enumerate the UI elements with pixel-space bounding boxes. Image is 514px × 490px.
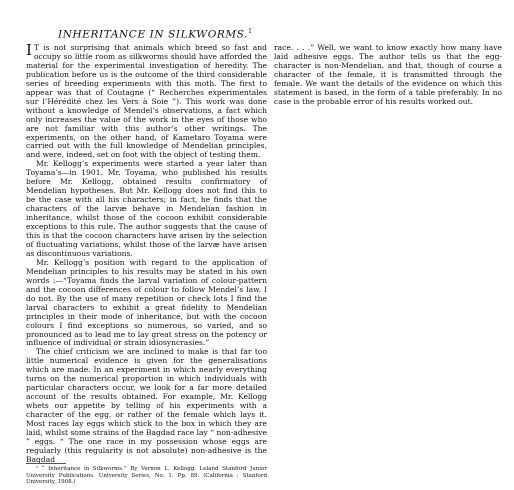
paragraph-5: race. . . .” Well, we want to know exactly how many have laid adhesive eggs. The author tells us that the egg-character is non-Mendelian, and that, though of course a character of the female, it is transmitted through the female. We want the details of the evidence on which this statement is based, in the form of a table preferably. In no case is the probable error of his results worked out. — [274, 43, 502, 106]
paragraph-1 — [26, 41, 267, 160]
footnote-marker: 1 — [248, 28, 253, 35]
right-column — [274, 44, 502, 107]
paragraph-4: The chief criticism we are inclined to make is that far too little numerical evidence is given for the generalisations which are made. In an experiment in which nearly everything turns on the numerical proportion in which individuals with particular characters occur, we look for a far more detailed account of the results obtained. For example, Mr. Kellogg whets our appetite by telling of his experiments with a character of the egg, or rather of the female which lays it. Most races lay eggs which stick to the box in which they are laid, whilst some strains of the Bagdad race lay “ non-adhesive ” eggs. “ The one race in my possession whose eggs are regularly (this regularity is not absolute) non-adhesive is the Bagdad — [26, 347, 267, 464]
article-title — [58, 28, 318, 41]
paragraph-1-text: T is not surprising that animals which breed so fast and occupy so little room as silkworms should have afforded the material for the experimental investigation of heredity. The publication before us is the outcome of the third considerable series of breeding experiments with this moth. The first to appear was that of Coutagne (“ Recherches experimentales sur l’Hérédité chez les Vers à Soie ”). This work was done without a knowledge of Mendel’s observations, a fact which only increases the value of the work in the eyes of those who are not familiar with this author’s other writings. The experiments, on the other hand, of Kametaro Toyama were carried out with the full knowledge of Mendelian principles, and were, indeed, set on foot with the object of testing them. — [26, 43, 267, 160]
left-column — [26, 41, 267, 465]
drop-cap: I — [26, 41, 32, 59]
footnote-text: ¹ “ Inheritance in Silkworms.” By Vernon L. Kellogg. Leland Stanford Junior University Publications. University Series, No. 1. Pp. 89. (California : Stanford University, 1908.) — [26, 466, 267, 486]
paragraph-2: Mr. Kellogg’s experiments were started a year later than Toyama’s—in 1901. Mr. Toyama, who published his results before Mr. Kellogg, obtained results confirmatory of Mendelian hypotheses. But Mr. Kellogg does not find this to be the case with all his characters; in fact, he finds that the characters of the larvæ behave in Mendelian fashion in inheritance, whilst those of the cocoon exhibit considerable exceptions to this rule. The author suggests that the cause of this is that the cocoon characters have arisen by the selection of fluctuating variations, whilst those of the larvæ have arisen as discontinuous variations. — [26, 159, 267, 258]
footnote-rule — [26, 463, 66, 464]
article-title-text: INHERITANCE IN SILKWORMS. — [58, 28, 249, 41]
paragraph-3: Mr. Kellogg’s position with regard to the application of Mendelian principles to his results may be stated in his own words :—“Toyama finds the larval variation of colour-pattern and the cocoon differences of colour to follow Mendel’s law. I do not. By the use of many repetition or check lots I find the larval characters to exhibit a great fidelity to Mendelian principles in their mode of inheritance, but with the cocoon colours I find exceptions so numerous, so varied, and so pronounced as to lead me to lay great stress on the potency or influence of individual or strain idiosyncrasies.” — [26, 257, 267, 348]
footnote — [26, 466, 267, 486]
